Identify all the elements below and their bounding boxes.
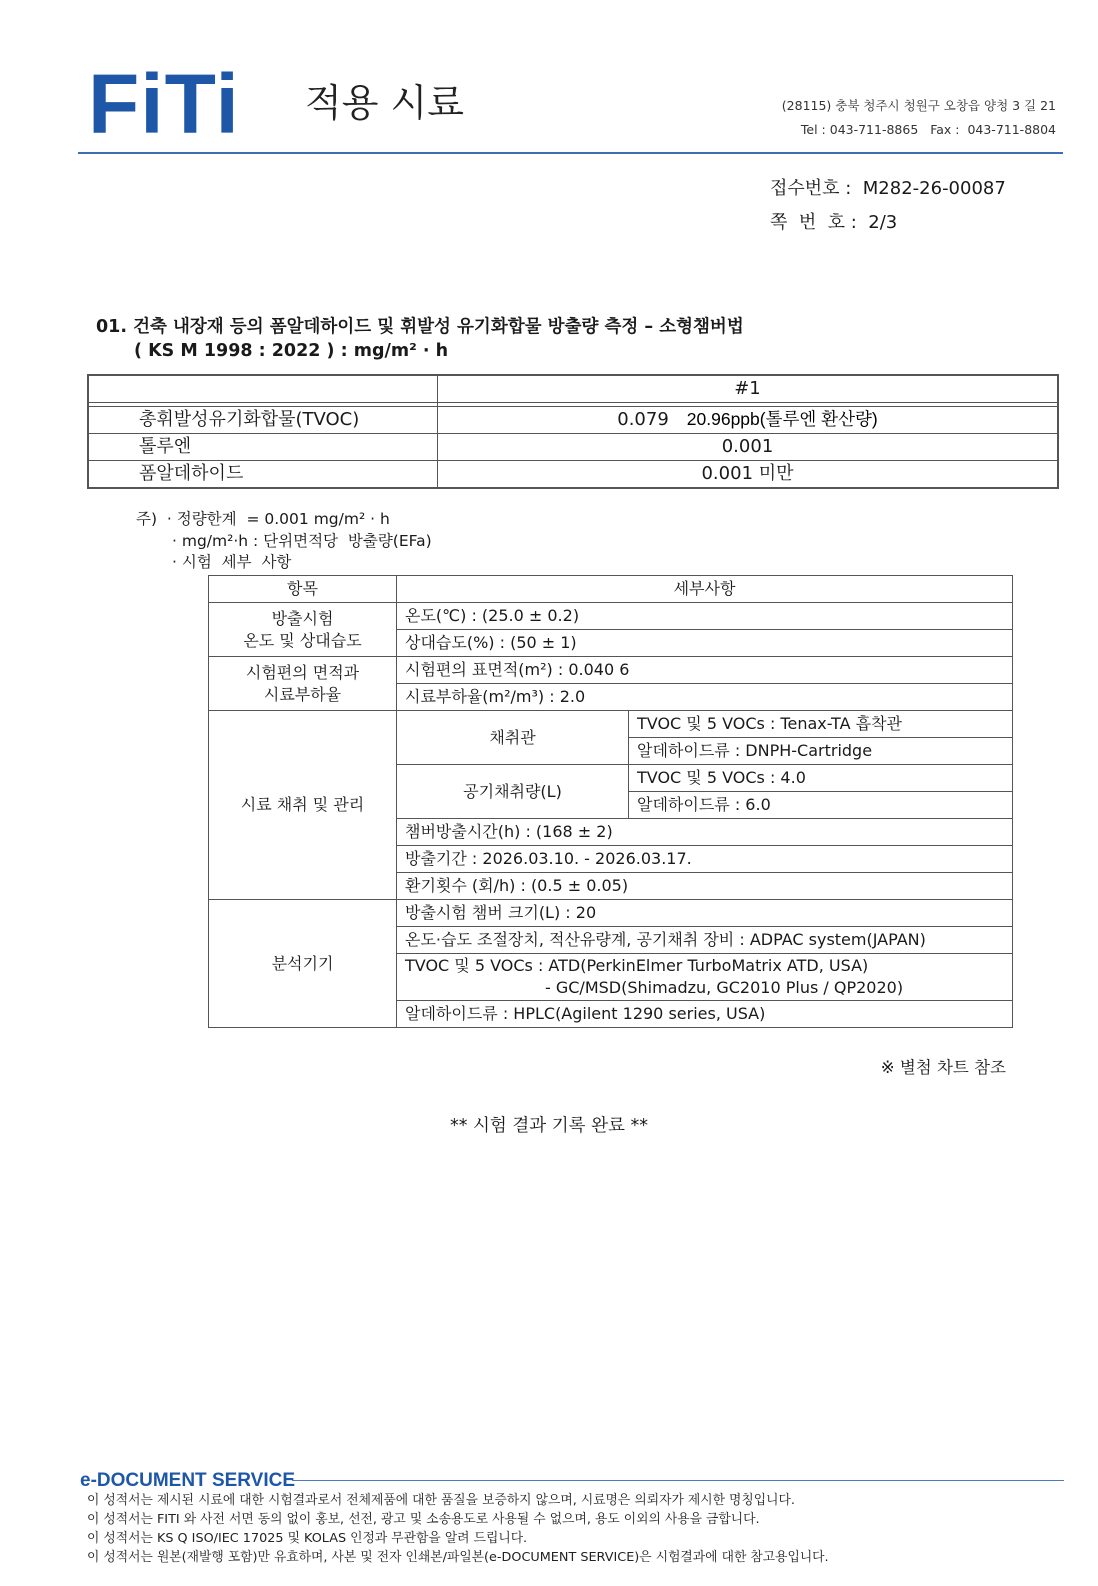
table-row <box>209 900 1013 927</box>
results-header-blank <box>88 375 438 403</box>
note-quantification-limit: 주) · 정량한계 = 0.001 mg/m² · h <box>136 510 390 528</box>
header-divider <box>78 152 1063 154</box>
result-value: 0.001 <box>438 434 1059 461</box>
detail-value: TVOC 및 5 VOCs : 4.0 <box>629 765 1013 792</box>
note-test-details: · 시험 세부 사항 <box>172 553 292 571</box>
detail-value: TVOC 및 5 VOCs : ATD(PerkinElmer TurboMatrix ATD, USA) <box>405 956 869 976</box>
detail-value: 상대습도(%) : (50 ± 1) <box>397 630 1013 657</box>
disclaimer-line: 이 성적서는 FITI 와 사전 서면 동의 없이 홍보, 선전, 광고 및 소송용도로 사용될 수 없으며, 용도 이외의 사용을 금합니다. <box>87 1512 760 1527</box>
detail-value: 시료부하율(m²/m³) : 2.0 <box>397 684 1013 711</box>
detail-value: 온도·습도 조절장치, 적산유량계, 공기채취 장비 : ADPAC system(JAPAN) <box>397 927 1013 954</box>
detail-value: TVOC 및 5 VOCs : Tenax-TA 흡착관 <box>629 711 1013 738</box>
table-row <box>88 434 1058 461</box>
footer-divider <box>292 1480 1064 1481</box>
detail-value: 챔버방출시간(h) : (168 ± 2) <box>397 819 1013 846</box>
result-name: 총휘발성유기화합물(TVOC) <box>88 407 438 434</box>
detail-value: 방출시험 챔버 크기(L) : 20 <box>397 900 1013 927</box>
company-address: (28115) 충북 청주시 청원구 오창읍 양청 3 길 21 <box>781 98 1056 113</box>
detail-subcategory: 채취관 <box>397 711 629 765</box>
company-contact <box>801 124 1056 137</box>
table-row <box>209 603 1013 630</box>
completion-note: ** 시험 결과 기록 완료 ** <box>449 1116 649 1136</box>
document-title: 적용 시료 <box>305 81 464 125</box>
table-row <box>88 407 1058 434</box>
company-logo: FiTi <box>88 57 240 151</box>
detail-value: 알데하이드류 : HPLC(Agilent 1290 series, USA) <box>397 1001 1013 1028</box>
details-header-row <box>209 576 1013 603</box>
page-number: 쪽 번 호 : 2/3 <box>770 212 898 233</box>
receipt-number: 접수번호 : M282-26-00087 <box>770 178 1006 199</box>
results-header-sample: #1 <box>438 375 1059 403</box>
details-header-item: 항목 <box>209 576 397 603</box>
details-header-detail: 세부사항 <box>397 576 1013 603</box>
edocument-service-label: e-DOCUMENT SERVICE <box>80 1470 296 1491</box>
result-name: 폼알데하이드 <box>88 461 438 489</box>
result-value: 0.001 미만 <box>438 461 1059 489</box>
disclaimer-line: 이 성적서는 원본(재발행 포함)만 유효하며, 사본 및 전자 인쇄본/파일본(e-DOCUMENT SERVICE)은 시험결과에 대한 참고용입니다. <box>87 1550 829 1565</box>
result-value: 0.079 <box>617 409 669 430</box>
detail-value: 방출기간 : 2026.03.10. - 2026.03.17. <box>397 846 1013 873</box>
detail-subcategory: 공기채취량(L) <box>397 765 629 819</box>
result-extra: 20.96ppb(톨루엔 환산량) <box>686 409 878 429</box>
detail-category: 방출시험 온도 및 상대습도 <box>209 603 397 657</box>
section-title: 01. 건축 내장재 등의 폼알데하이드 및 휘발성 유기화합물 방출량 측정 – 소형챔버법 <box>96 317 744 337</box>
fax-number: Fax : 043-711-8804 <box>930 122 1056 137</box>
tel-number: Tel : 043-711-8865 <box>800 122 919 137</box>
disclaimer-line: 이 성적서는 제시된 시료에 대한 시험결과로서 전체제품에 대한 품질을 보증하지 않으며, 시료명은 의뢰자가 제시한 명칭입니다. <box>87 1493 795 1508</box>
detail-value: 시험편의 표면적(m²) : 0.040 6 <box>397 657 1013 684</box>
table-row <box>88 461 1058 489</box>
table-row <box>209 711 1013 738</box>
detail-value-multiline <box>397 954 1013 1001</box>
detail-value: - GC/MSD(Shimadzu, GC2010 Plus / QP2020) <box>545 978 904 997</box>
results-header-row <box>88 375 1058 403</box>
detail-value: 알데하이드류 : DNPH-Cartridge <box>629 738 1013 765</box>
results-table <box>87 374 1059 489</box>
detail-value: 환기횟수 (회/h) : (0.5 ± 0.05) <box>397 873 1013 900</box>
detail-value: 알데하이드류 : 6.0 <box>629 792 1013 819</box>
note-unit-definition: · mg/m²·h : 단위면적당 방출량(EFa) <box>172 532 432 550</box>
reference-note: ※ 별첨 차트 참조 <box>880 1058 1006 1077</box>
result-value-cell <box>438 407 1059 434</box>
table-row <box>209 657 1013 684</box>
test-details-table <box>208 575 1013 1028</box>
disclaimer-line: 이 성적서는 KS Q ISO/IEC 17025 및 KOLAS 인정과 무관함을 알려 드립니다. <box>87 1531 528 1546</box>
detail-category: 시료 채취 및 관리 <box>209 711 397 900</box>
result-name: 톨루엔 <box>88 434 438 461</box>
detail-category: 분석기기 <box>209 900 397 1028</box>
detail-category: 시험편의 면적과 시료부하율 <box>209 657 397 711</box>
section-subtitle: ( KS M 1998 : 2022 ) : mg/m² · h <box>134 341 449 361</box>
detail-value: 온도(℃) : (25.0 ± 0.2) <box>397 603 1013 630</box>
